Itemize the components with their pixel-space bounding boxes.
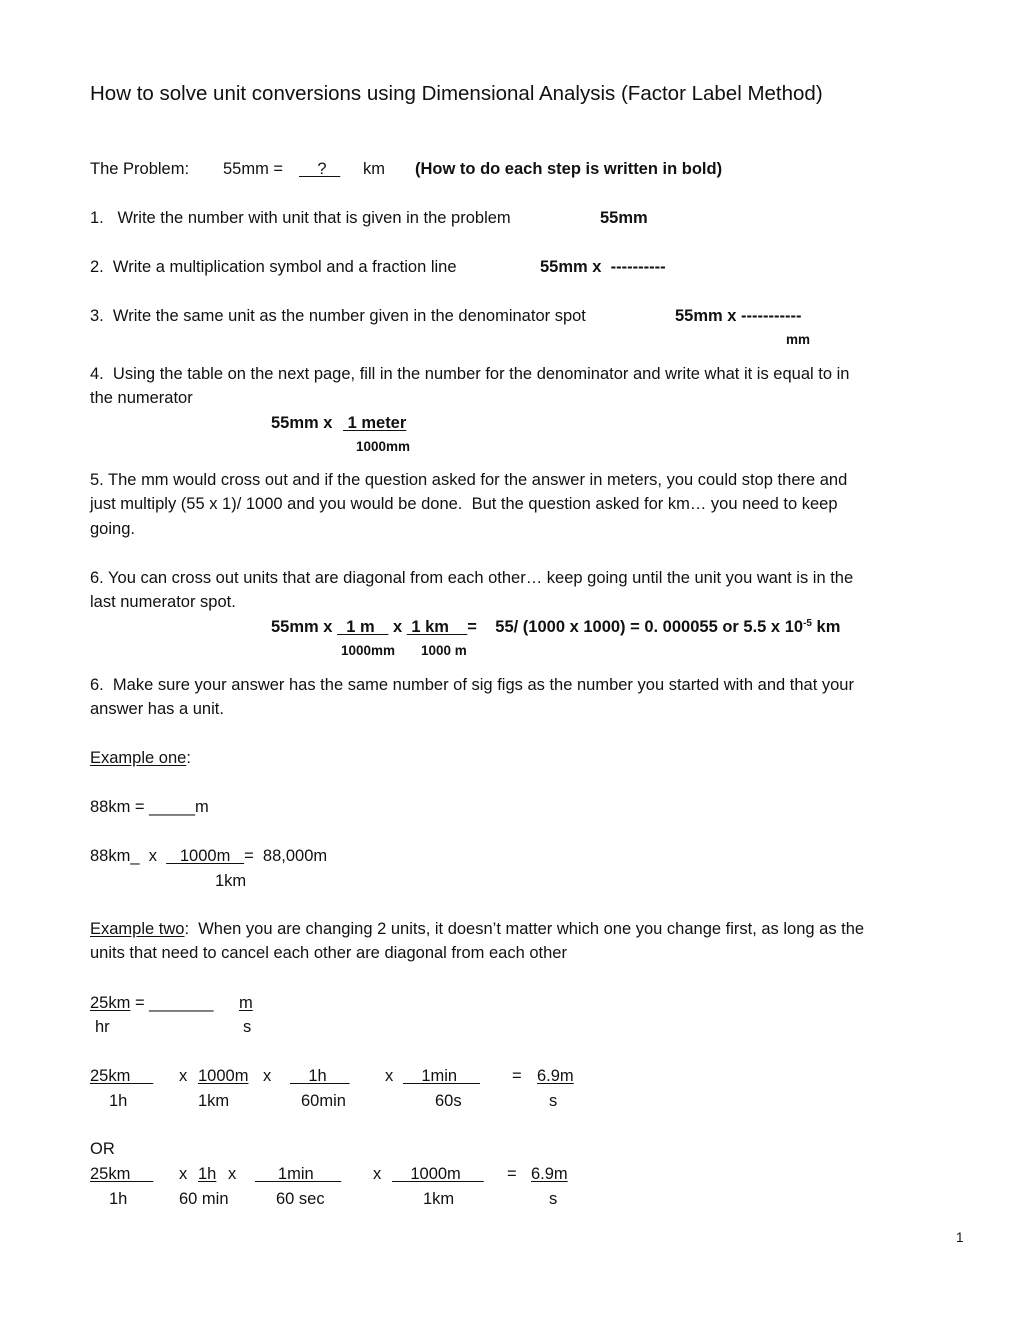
step-6-line-1: 6. You can cross out units that are diagonal from each other… keep going until the unit you want is in the <box>90 569 854 587</box>
ex2-row2-factor-4: 1000m <box>392 1165 484 1183</box>
example-two-q-denominator: hr <box>95 1018 110 1036</box>
step-7-line-2: answer has a unit. <box>90 700 224 718</box>
step-6-eq-result: = 55/ (1000 x 1000) = 0. 000055 or 5.5 x 10 <box>467 618 804 636</box>
step-6-eq-factor-1: 1 m <box>337 618 389 636</box>
example-two-q-numerator: 25km <box>90 994 131 1012</box>
ex2-row2-times-3: x <box>373 1165 382 1183</box>
example-one-denominator: 1km <box>215 872 247 890</box>
example-one-colon: : <box>186 749 191 767</box>
step-6-denominator-2: 1000 m <box>421 643 467 658</box>
step-6-eq-times: x <box>388 618 407 636</box>
ex2-row1-den-5: s <box>549 1092 558 1110</box>
problem-note: (How to do each step is written in bold) <box>415 160 723 178</box>
example-one-factor: 1000m <box>166 847 245 865</box>
example-one-label: Example one <box>90 749 187 767</box>
ex2-row2-equals: = <box>507 1165 517 1183</box>
step-4-equation-denominator: 1000mm <box>356 439 411 454</box>
ex2-row2-den-5: s <box>549 1190 558 1208</box>
step-3-text: 3. Write the same unit as the number given in the denominator spot <box>90 307 586 325</box>
example-one-answer <box>90 848 327 865</box>
ex2-row2-den-1: 1h <box>109 1190 128 1208</box>
ex2-row2-factor-1: 25km <box>90 1165 154 1183</box>
step-4-line-2: the numerator <box>90 389 193 407</box>
ex2-row1-den-1: 1h <box>109 1092 128 1110</box>
step-5-line-2: just multiply (55 x 1)/ 1000 and you would be done. But the question asked for km… you need to keep <box>90 495 838 513</box>
step-6-equation-lead <box>271 619 840 636</box>
ex2-row1-times-3: x <box>385 1067 394 1085</box>
step-4-equation-numerator: 1 meter <box>343 414 407 432</box>
example-two-intro-text: : When you are changing 2 units, it doesn’t matter which one you change first, as long as the <box>184 920 865 938</box>
ex2-row2-answer: 6.9m <box>531 1165 568 1183</box>
ex2-row1-times-2: x <box>263 1067 272 1085</box>
example-two-q-unit-denominator: s <box>243 1018 252 1036</box>
ex2-row1-factor-4: 1min <box>403 1067 481 1085</box>
ex2-row1-den-2: 1km <box>198 1092 230 1110</box>
step-3-answer: 55mm x ----------- <box>675 307 802 325</box>
step-5-line-3: going. <box>90 520 135 538</box>
or-label: OR <box>90 1140 115 1158</box>
step-2-text: 2. Write a multiplication symbol and a fraction line <box>90 258 457 276</box>
ex2-row2-times-1: x <box>179 1165 188 1183</box>
example-one-result: = 88,000m <box>244 847 328 865</box>
problem-expression: 55mm = <box>223 160 284 178</box>
ex2-row1-factor-3: 1h <box>290 1067 350 1085</box>
step-6-eq-exponent: -5 <box>803 618 812 629</box>
step-4-equation-lead: 55mm x <box>271 414 338 432</box>
step-1-answer: 55mm <box>600 209 648 227</box>
example-two-question <box>90 995 213 1012</box>
step-1-text: 1. Write the number with unit that is given in the problem <box>90 209 511 227</box>
ex2-row2-times-2: x <box>228 1165 237 1183</box>
ex2-row2-den-2: 60 min <box>179 1190 229 1208</box>
step-6-eq-unit: km <box>811 618 841 636</box>
example-one-heading <box>90 750 191 767</box>
example-two-intro-2: units that need to cancel each other are diagonal from each other <box>90 944 567 962</box>
example-one-start: 88km_ x <box>90 847 167 865</box>
step-4-line-1: 4. Using the table on the next page, fill in the number for the denominator and write what it is equal to in <box>90 365 850 383</box>
problem-blank: ? <box>299 160 341 178</box>
example-one-question: 88km = _____m <box>90 798 209 816</box>
step-2-answer: 55mm x ---------- <box>540 258 666 276</box>
ex2-row1-factor-2: 1000m <box>198 1067 249 1085</box>
step-6-eq-factor-2: 1 km <box>406 618 468 636</box>
problem-label: The Problem: <box>90 160 190 178</box>
ex2-row2-factor-3: 1min <box>255 1165 342 1183</box>
ex2-row2-den-3: 60 sec <box>276 1190 325 1208</box>
example-two-q-unit-numerator: m <box>239 994 253 1012</box>
ex2-row1-equals: = <box>512 1067 522 1085</box>
page-number: 1 <box>956 1230 964 1245</box>
ex2-row1-factor-1: 25km <box>90 1067 154 1085</box>
step-6-denominator-1: 1000mm <box>341 643 396 658</box>
ex2-row1-den-3: 60min <box>301 1092 346 1110</box>
example-two-label: Example two <box>90 920 185 938</box>
ex2-row1-den-4: 60s <box>435 1092 462 1110</box>
example-two-q-blank: = _______ <box>130 994 214 1012</box>
page-title: How to solve unit conversions using Dimensional Analysis (Factor Label Method) <box>90 82 823 105</box>
step-5-line-1: 5. The mm would cross out and if the question asked for the answer in meters, you could stop there and <box>90 471 848 489</box>
ex2-row1-answer: 6.9m <box>537 1067 574 1085</box>
ex2-row2-den-4: 1km <box>423 1190 455 1208</box>
example-two-intro-1 <box>90 921 864 938</box>
step-7-line-1: 6. Make sure your answer has the same number of sig figs as the number you started with and that your <box>90 676 854 694</box>
step-3-denominator: mm <box>786 332 811 347</box>
problem-unit: km <box>363 160 385 178</box>
step-6-line-2: last numerator spot. <box>90 593 236 611</box>
ex2-row2-factor-2: 1h <box>198 1165 217 1183</box>
step-6-eq-start: 55mm x <box>271 618 338 636</box>
ex2-row1-times-1: x <box>179 1067 188 1085</box>
